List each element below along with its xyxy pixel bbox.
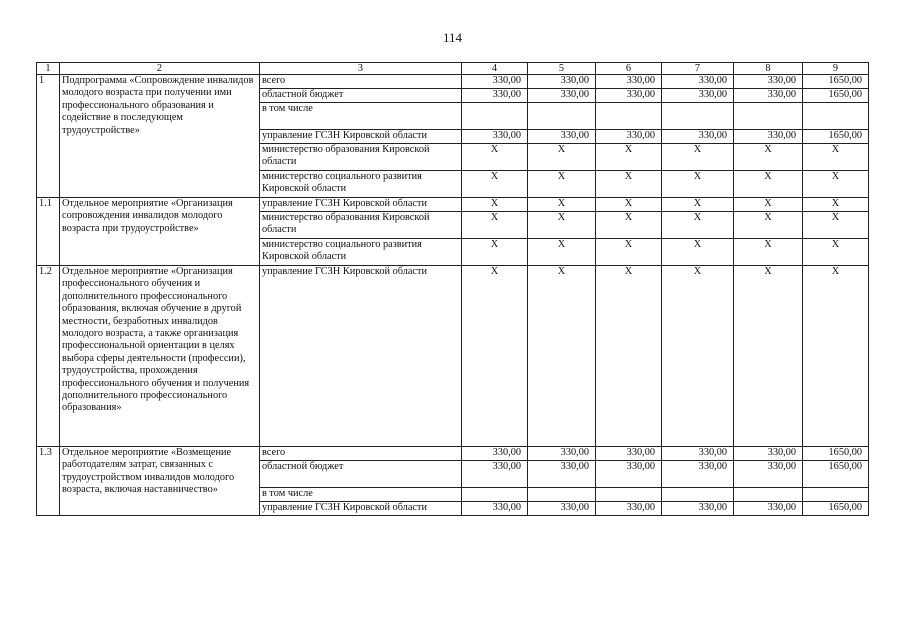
year-value-cell: 330,00 [528, 89, 596, 103]
page-number: 114 [442, 30, 463, 45]
year-value-cell: 330,00 [662, 89, 734, 103]
year-value-cell: 330,00 [528, 130, 596, 144]
column-header: 1 [37, 63, 60, 75]
funding-source: министерство социального развития Кировской области [260, 239, 462, 266]
total-cell [803, 488, 869, 502]
table-row [37, 266, 869, 447]
year-value-cell: Х [528, 266, 596, 447]
year-value-cell: Х [462, 144, 528, 171]
year-value-cell: 330,00 [596, 502, 662, 516]
year-value-cell: Х [462, 198, 528, 212]
funding-source: всего [260, 75, 462, 89]
year-value-cell: 330,00 [734, 130, 803, 144]
year-value-cell [462, 103, 528, 130]
year-value-cell: Х [734, 239, 803, 266]
total-cell: 1650,00 [803, 130, 869, 144]
column-header: 7 [662, 63, 734, 75]
year-value-cell [596, 103, 662, 130]
year-value-cell: Х [462, 171, 528, 198]
item-name: Отдельное мероприятие «Организация профессионального обучения и дополнительного профессионального образования, включая обучение в другой местности, безработных инвалидов молодого возраста, а также организация профессиональной ориентации в целях выбора сферы деятельности (профессии), трудоустройства, прохождения профессионального обучения и получения дополнительного профессионального образования» [60, 266, 260, 447]
column-header: 3 [260, 63, 462, 75]
year-value-cell: Х [662, 171, 734, 198]
total-cell [803, 103, 869, 130]
year-value-cell: 330,00 [528, 447, 596, 461]
year-value-cell [734, 488, 803, 502]
column-header: 5 [528, 63, 596, 75]
total-cell: Х [803, 198, 869, 212]
year-value-cell: Х [528, 239, 596, 266]
funding-source: министерство социального развития Кировской области [260, 171, 462, 198]
funding-source: областной бюджет [260, 89, 462, 103]
year-value-cell: 330,00 [596, 130, 662, 144]
year-value-cell: 330,00 [462, 130, 528, 144]
table-row [37, 447, 869, 461]
year-value-cell: 330,00 [734, 75, 803, 89]
year-value-cell: 330,00 [462, 502, 528, 516]
year-value-cell: Х [596, 171, 662, 198]
item-number: 1.2 [37, 266, 60, 447]
year-value-cell: Х [734, 212, 803, 239]
year-value-cell: Х [662, 144, 734, 171]
total-cell: 1650,00 [803, 75, 869, 89]
funding-source: управление ГСЗН Кировской области [260, 502, 462, 516]
total-cell: Х [803, 266, 869, 447]
item-number: 1.3 [37, 447, 60, 516]
item-number: 1.1 [37, 198, 60, 266]
total-cell: Х [803, 212, 869, 239]
column-header: 8 [734, 63, 803, 75]
funding-source: всего [260, 447, 462, 461]
year-value-cell: 330,00 [596, 75, 662, 89]
funding-source: в том числе [260, 103, 462, 130]
year-value-cell: 330,00 [596, 461, 662, 488]
column-header: 4 [462, 63, 528, 75]
year-value-cell: Х [662, 198, 734, 212]
year-value-cell: 330,00 [734, 502, 803, 516]
year-value-cell: Х [462, 239, 528, 266]
funding-source: в том числе [260, 488, 462, 502]
year-value-cell: 330,00 [662, 502, 734, 516]
table-row [37, 198, 869, 212]
year-value-cell: 330,00 [528, 502, 596, 516]
total-cell: Х [803, 171, 869, 198]
column-header: 9 [803, 63, 869, 75]
item-name: Отдельное мероприятие «Возмещение работодателям затрат, связанных с трудоустройством инвалидов молодого возраста, включая наставничество» [60, 447, 260, 516]
funding-source: министерство образования Кировской области [260, 212, 462, 239]
total-cell: 1650,00 [803, 89, 869, 103]
year-value-cell: 330,00 [734, 447, 803, 461]
year-value-cell: Х [734, 198, 803, 212]
year-value-cell: Х [528, 198, 596, 212]
year-value-cell: 330,00 [462, 75, 528, 89]
year-value-cell: 330,00 [734, 89, 803, 103]
total-cell: Х [803, 144, 869, 171]
year-value-cell: 330,00 [734, 461, 803, 488]
column-header: 6 [596, 63, 662, 75]
year-value-cell [596, 488, 662, 502]
year-value-cell: 330,00 [596, 447, 662, 461]
year-value-cell: 330,00 [596, 89, 662, 103]
year-value-cell: Х [734, 266, 803, 447]
year-value-cell: 330,00 [662, 75, 734, 89]
year-value-cell [662, 488, 734, 502]
year-value-cell [528, 103, 596, 130]
funding-source: управление ГСЗН Кировской области [260, 130, 462, 144]
year-value-cell [734, 103, 803, 130]
year-value-cell: Х [596, 198, 662, 212]
year-value-cell: Х [662, 212, 734, 239]
item-number: 1 [37, 75, 60, 198]
year-value-cell: Х [596, 212, 662, 239]
year-value-cell: Х [662, 239, 734, 266]
funding-source: областной бюджет [260, 461, 462, 488]
year-value-cell: Х [528, 171, 596, 198]
year-value-cell: Х [528, 144, 596, 171]
year-value-cell: 330,00 [662, 461, 734, 488]
year-value-cell: Х [734, 171, 803, 198]
budget-table [36, 62, 869, 516]
year-value-cell: Х [528, 212, 596, 239]
year-value-cell: 330,00 [462, 447, 528, 461]
funding-source: министерство образования Кировской области [260, 144, 462, 171]
total-cell: 1650,00 [803, 447, 869, 461]
year-value-cell: Х [462, 266, 528, 447]
year-value-cell: Х [596, 144, 662, 171]
item-name: Отдельное мероприятие «Организация сопровождения инвалидов молодого возраста при трудоустройстве» [60, 198, 260, 266]
year-value-cell: Х [462, 212, 528, 239]
column-number-row [37, 63, 869, 75]
year-value-cell: 330,00 [462, 461, 528, 488]
year-value-cell [528, 488, 596, 502]
year-value-cell: 330,00 [528, 461, 596, 488]
year-value-cell: 330,00 [662, 447, 734, 461]
year-value-cell: Х [596, 266, 662, 447]
year-value-cell: Х [734, 144, 803, 171]
year-value-cell: Х [596, 239, 662, 266]
table-row [37, 75, 869, 89]
total-cell: 1650,00 [803, 502, 869, 516]
year-value-cell: 330,00 [528, 75, 596, 89]
year-value-cell: Х [662, 266, 734, 447]
year-value-cell [462, 488, 528, 502]
item-name: Подпрограмма «Сопровождение инвалидов молодого возраста при получении ими профессионального образования и содействие в последующем трудоустройстве» [60, 75, 260, 198]
column-header: 2 [60, 63, 260, 75]
funding-source: управление ГСЗН Кировской области [260, 266, 462, 447]
total-cell: 1650,00 [803, 461, 869, 488]
year-value-cell: 330,00 [462, 89, 528, 103]
year-value-cell: 330,00 [662, 130, 734, 144]
funding-source: управление ГСЗН Кировской области [260, 198, 462, 212]
total-cell: Х [803, 239, 869, 266]
year-value-cell [662, 103, 734, 130]
